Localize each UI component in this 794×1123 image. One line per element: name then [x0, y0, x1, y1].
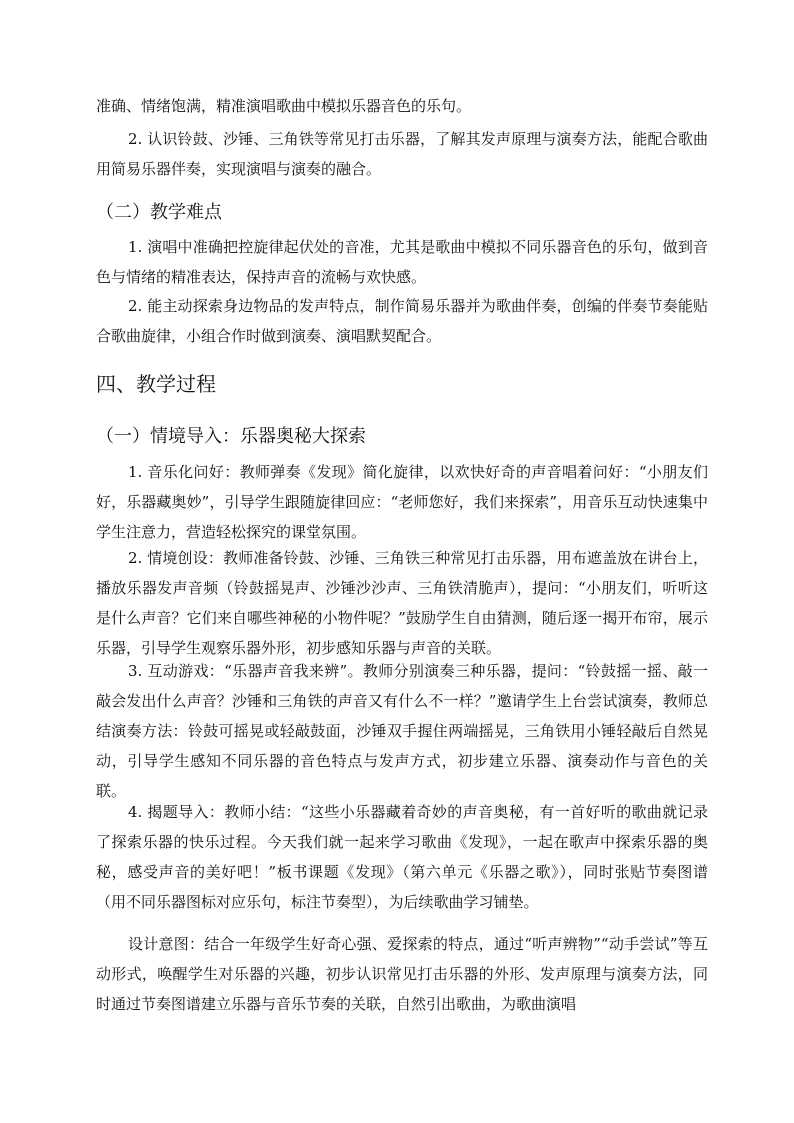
step-4-paragraph: 4. 揭题导入：教师小结：“这些小乐器藏着奇妙的声音奥秘，有一首好听的歌曲就记录了探索乐器的快乐过程。今天我们就一起来学习歌曲《发现》，一起在歌声中探索乐器的奥秘，感受声音的美好吧！”板书课题《发现》（第六单元《乐器之歌》），同时张贴节奏图谱（用不同乐器图标对应乐句，标注节奏型），为后续歌曲学习铺垫。 — [96, 803, 708, 911]
focus-item-2-paragraph: 2. 认识铃鼓、沙锤、三角铁等常见打击乐器，了解其发声原理与演奏方法，能配合歌曲用简易乐器伴奏，实现演唱与演奏的融合。 — [96, 130, 708, 178]
intro-tail-paragraph: 准确、情绪饱满，精准演唱歌曲中模拟乐器音色的乐句。 — [96, 97, 472, 115]
step-3-paragraph: 3. 互动游戏：“乐器声音我来辨”。教师分别演奏三种乐器，提问：“铃鼓摇一摇、敲一敲会发出什么声音？沙锤和三角铁的声音又有什么不一样？”邀请学生上台尝试演奏，教师总结演奏方法：铃鼓可摇晃或轻敲鼓面，沙锤双手握住两端摇晃，三角铁用小锤轻敲后自然晃动，引导学生感知不同乐器的音色特点与发声方式，初步建立乐器、演奏动作与音色的关联。 — [96, 662, 708, 800]
step-1-paragraph: 1. 音乐化问好：教师弹奏《发现》简化旋律，以欢快好奇的声音唱着问好：“小朋友们好，乐器藏奥妙”，引导学生跟随旋律回应：“老师您好，我们来探索”，用音乐互动快速集中学生注意力，营造轻松探究的课堂氛围。 — [96, 463, 708, 541]
design-intent-paragraph: 设计意图：结合一年级学生好奇心强、爱探索的特点，通过“听声辨物”“动手尝试”等互动形式，唤醒学生对乐器的兴趣，初步认识常见打击乐器的外形、发声原理与演奏方法，同时通过节奏图谱建立乐器与音乐节奏的关联，自然引出歌曲，为歌曲演唱 — [96, 935, 708, 1013]
process-heading: 四、教学过程 — [96, 372, 216, 396]
difficulty-heading: （二）教学难点 — [96, 202, 222, 223]
intro-section-heading: （一）情境导入：乐器奥秘大探索 — [96, 426, 366, 447]
difficulty-item-1-paragraph: 1. 演唱中准确把控旋律起伏处的音准，尤其是歌曲中模拟不同乐器音色的乐句，做到音色与情绪的精准表达，保持声音的流畅与欢快感。 — [96, 238, 708, 286]
difficulty-item-2-paragraph: 2. 能主动探索身边物品的发声特点，制作简易乐器并为歌曲伴奏，创编的伴奏节奏能贴合歌曲旋律，小组合作时做到演奏、演唱默契配合。 — [96, 297, 708, 345]
step-2-paragraph: 2. 情境创设：教师准备铃鼓、沙锤、三角铁三种常见打击乐器，用布遮盖放在讲台上，播放乐器发声音频（铃鼓摇晃声、沙锤沙沙声、三角铁清脆声），提问：“小朋友们，听听这是什么声音？它们来自哪些神秘的小物件呢？”鼓励学生自由猜测，随后逐一揭开布帘，展示乐器，引导学生观察乐器外形，初步感知乐器与声音的关联。 — [96, 549, 708, 657]
